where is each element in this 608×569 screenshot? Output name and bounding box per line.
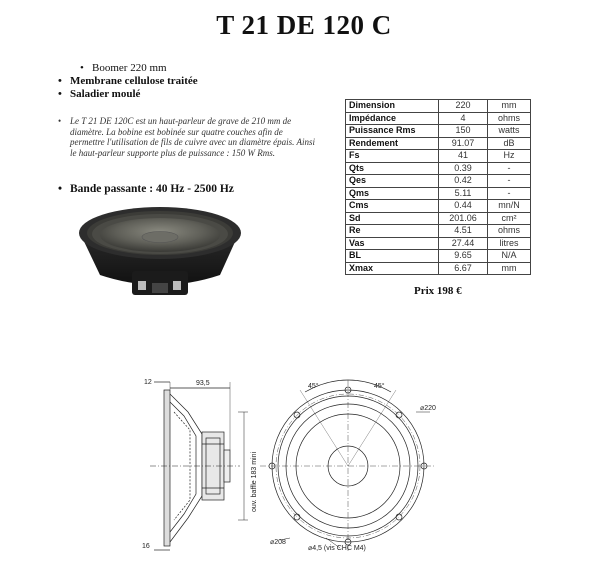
feature-item: • Boomer 220 mm bbox=[80, 62, 167, 74]
technical-drawing bbox=[130, 372, 450, 562]
angle-left: 45° bbox=[308, 383, 319, 390]
spec-value: 150 bbox=[439, 125, 488, 138]
table-row bbox=[346, 162, 531, 175]
side-view bbox=[150, 382, 248, 550]
spec-param: Fs bbox=[346, 150, 439, 163]
baffle-label: ouv. baffle 183 mini bbox=[251, 451, 258, 512]
spec-value: 41 bbox=[439, 150, 488, 163]
spec-unit: mn/N bbox=[488, 200, 531, 213]
spec-param: Qts bbox=[346, 162, 439, 175]
table-row bbox=[346, 262, 531, 275]
spec-unit: ohms bbox=[488, 112, 531, 125]
speaker-photo bbox=[72, 203, 247, 303]
page-title: T 21 DE 120 C bbox=[216, 10, 392, 40]
spec-table bbox=[345, 99, 531, 275]
spec-value: 9.65 bbox=[439, 250, 488, 263]
spec-unit: - bbox=[488, 162, 531, 175]
diameter-mount: ⌀208 bbox=[270, 539, 286, 546]
spec-param: Dimension bbox=[346, 100, 439, 113]
spec-param: Xmax bbox=[346, 262, 439, 275]
spec-value: 4 bbox=[439, 112, 488, 125]
diameter-outer: ⌀220 bbox=[420, 405, 436, 412]
spec-value: 91.07 bbox=[439, 137, 488, 150]
spec-param: Puissance Rms bbox=[346, 125, 439, 138]
spec-value: 0.44 bbox=[439, 200, 488, 213]
table-row bbox=[346, 150, 531, 163]
spec-param: Rendement bbox=[346, 137, 439, 150]
spec-value: 5.11 bbox=[439, 187, 488, 200]
front-view bbox=[260, 380, 436, 552]
spec-param: Vas bbox=[346, 237, 439, 250]
spec-param: Qms bbox=[346, 187, 439, 200]
spec-param: BL bbox=[346, 250, 439, 263]
table-row bbox=[346, 137, 531, 150]
spec-value: 220 bbox=[439, 100, 488, 113]
spec-param: Cms bbox=[346, 200, 439, 213]
spec-param: Re bbox=[346, 225, 439, 238]
spec-unit: cm² bbox=[488, 212, 531, 225]
dim-bottom: 16 bbox=[142, 543, 150, 550]
table-row bbox=[346, 112, 531, 125]
spec-unit: N/A bbox=[488, 250, 531, 263]
spec-value: 201.06 bbox=[439, 212, 488, 225]
spec-value: 27.44 bbox=[439, 237, 488, 250]
feature-item: • Membrane cellulose traitée bbox=[58, 75, 198, 87]
spec-param: Sd bbox=[346, 212, 439, 225]
holes-label: ⌀4,5 (vis CHC M4) bbox=[308, 545, 366, 552]
price: Prix 198 € bbox=[414, 285, 462, 297]
spec-param: Qes bbox=[346, 175, 439, 188]
spec-param: Impédance bbox=[346, 112, 439, 125]
spec-value: 6.67 bbox=[439, 262, 488, 275]
table-row bbox=[346, 125, 531, 138]
spec-unit: - bbox=[488, 175, 531, 188]
spec-value: 0.39 bbox=[439, 162, 488, 175]
spec-unit: litres bbox=[488, 237, 531, 250]
angle-right: 45° bbox=[374, 383, 385, 390]
spec-value: 0.42 bbox=[439, 175, 488, 188]
table-row bbox=[346, 237, 531, 250]
spec-unit: dB bbox=[488, 137, 531, 150]
table-row bbox=[346, 100, 531, 113]
spec-unit: Hz bbox=[488, 150, 531, 163]
table-row bbox=[346, 212, 531, 225]
table-row bbox=[346, 250, 531, 263]
spec-unit: mm bbox=[488, 262, 531, 275]
description: • Le T 21 DE 120C est un haut-parleur de grave de 210 mm de diamètre. La bobine est bobinée sur quatre couches afin de permettre l'utilisation de fils de cuivre avec un diamètre épais. Ainsi le haut-parleur supporte plus de puissance : 150 W Rms. bbox=[58, 116, 315, 158]
feature-item: • Saladier moulé bbox=[58, 88, 141, 100]
spec-unit: ohms bbox=[488, 225, 531, 238]
table-row bbox=[346, 200, 531, 213]
table-row bbox=[346, 225, 531, 238]
spec-unit: mm bbox=[488, 100, 531, 113]
spec-value: 4.51 bbox=[439, 225, 488, 238]
spec-unit: watts bbox=[488, 125, 531, 138]
feature-list bbox=[58, 62, 198, 101]
dim-top: 12 bbox=[144, 379, 152, 386]
table-row bbox=[346, 175, 531, 188]
table-row bbox=[346, 187, 531, 200]
dim-depth: 93,5 bbox=[196, 380, 210, 387]
spec-unit: - bbox=[488, 187, 531, 200]
bandwidth: • Bande passante : 40 Hz - 2500 Hz bbox=[58, 183, 234, 195]
